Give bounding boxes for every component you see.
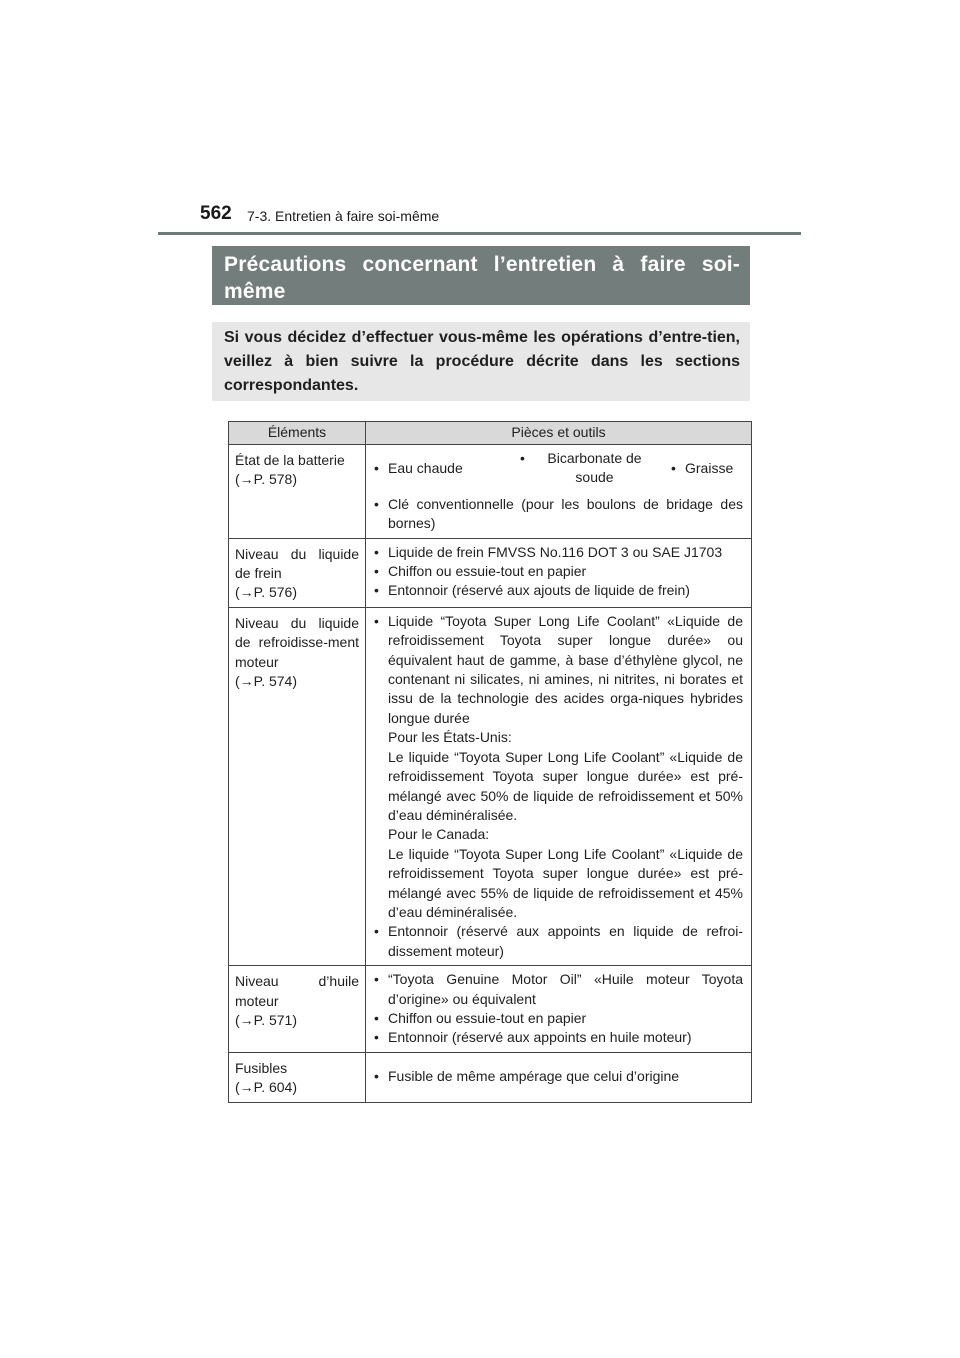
parts-cell <box>366 1052 752 1102</box>
list-item: • Chiffon ou essuie-tout en papier <box>374 1009 587 1026</box>
item-cell <box>229 538 366 607</box>
list-item: • Graisse <box>671 459 734 476</box>
list-item: • Chiffon ou essuie-tout en papier <box>374 563 587 580</box>
section-label: 7-3. Entretien à faire soi-même <box>247 208 440 224</box>
coolant-note: Pour les États-Unis: <box>388 729 512 746</box>
list-item: • Entonnoir (réservé aux appoints en liquide de refroi-dissement moteur) <box>374 923 743 959</box>
coolant-note: Le liquide “Toyota Super Long Life Coolant” «Liquide de refroidissement Toyota super longue durée» est pré-mélangé avec 55% de liquide de refroidissement et 45% d’eau déminéralisée. <box>388 845 743 920</box>
list-item: • Entonnoir (réservé aux ajouts de liquide de frein) <box>374 582 690 599</box>
page-reference: (→P. 571) <box>235 1011 297 1028</box>
table-header-row <box>229 422 752 445</box>
item-cell <box>229 966 366 1053</box>
coolant-note: Pour le Canada: <box>388 826 490 843</box>
parts-cell <box>366 607 752 965</box>
page-reference: (→P. 576) <box>235 584 297 601</box>
item-cell <box>229 607 366 965</box>
page-reference: (→P. 574) <box>235 673 297 690</box>
item-cell <box>229 445 366 539</box>
header-rule <box>158 232 801 235</box>
intro-text: Si vous décidez d’effectuer vous-même les opérations d’entre-tien, veillez à bien suivre la procédure décrite dans les sections correspondantes. <box>212 322 750 401</box>
item-label: Niveau du liquide de refroidisse-ment moteur <box>235 614 359 670</box>
coolant-note: Le liquide “Toyota Super Long Life Coolant” «Liquide de refroidissement Toyota super longue durée» est pré-mélangé avec 50% de liquide de refroidissement et 50% d’eau déminéralisée. <box>388 748 743 823</box>
parts-cell <box>366 966 752 1053</box>
table-row <box>229 607 752 965</box>
parts-cell <box>366 445 752 539</box>
item-label: Niveau d’huile moteur <box>235 973 359 1009</box>
item-label: Niveau du liquide de frein <box>235 545 359 582</box>
list-item: • Entonnoir (réservé aux appoints en huile moteur) <box>374 1029 692 1046</box>
page-title: Précautions concernant l’entretien à faire soi-même <box>212 246 750 305</box>
table-row <box>229 1052 752 1102</box>
item-label: Fusibles <box>235 1059 288 1076</box>
list-item: • “Toyota Genuine Motor Oil” «Huile moteur Toyota d’origine» ou équivalent <box>374 971 743 1007</box>
column-header-items: Éléments <box>229 422 366 445</box>
column-header-parts: Pièces et outils <box>366 422 752 445</box>
list-item: • Liquide “Toyota Super Long Life Coolant” «Liquide de refroidissement Toyota super longue durée» ou équivalent haut de gamme, à base d’éthylène glycol, ne contenant ni silicates, ni amines, ni nitrites, ni borates et issu de la technologie des acides orga-niques hybrides longue durée Pour les États-Unis: Le liquide “Toyota Super Long Life Coolant” «Liquide de refroidissement Toyota super longue durée» est pré-mélangé avec 50% de liquide de refroidissement et 50% d’eau déminéralisée. Pour le Canada: Le liquide “Toyota Super Long Life Coolant” «Liquide de refroidissement Toyota super longue durée» est pré-mélangé avec 55% de liquide de refroidissement et 45% d’eau déminéralisée. <box>374 612 743 923</box>
parts-cell <box>366 538 752 607</box>
page-reference: (→P. 578) <box>235 471 297 488</box>
list-item: • Clé conventionnelle (pour les boulons de bridage des bornes) <box>374 495 743 532</box>
table-row <box>229 966 752 1053</box>
table-row <box>229 445 752 539</box>
page-number: 562 <box>200 203 232 224</box>
item-label: État de la batterie <box>235 452 345 468</box>
list-item: • Eau chaude <box>374 459 463 476</box>
page-reference: (→P. 604) <box>235 1079 297 1096</box>
list-item: • Fusible de même ampérage que celui d’origine <box>374 1068 680 1085</box>
list-item: • Liquide de frein FMVSS No.116 DOT 3 ou SAE J1703 <box>374 543 723 560</box>
table-row <box>229 538 752 607</box>
item-cell <box>229 1052 366 1102</box>
inline-parts <box>374 449 743 488</box>
list-item: • Bicarbonate de soude <box>520 450 642 486</box>
parts-table <box>228 421 752 1103</box>
